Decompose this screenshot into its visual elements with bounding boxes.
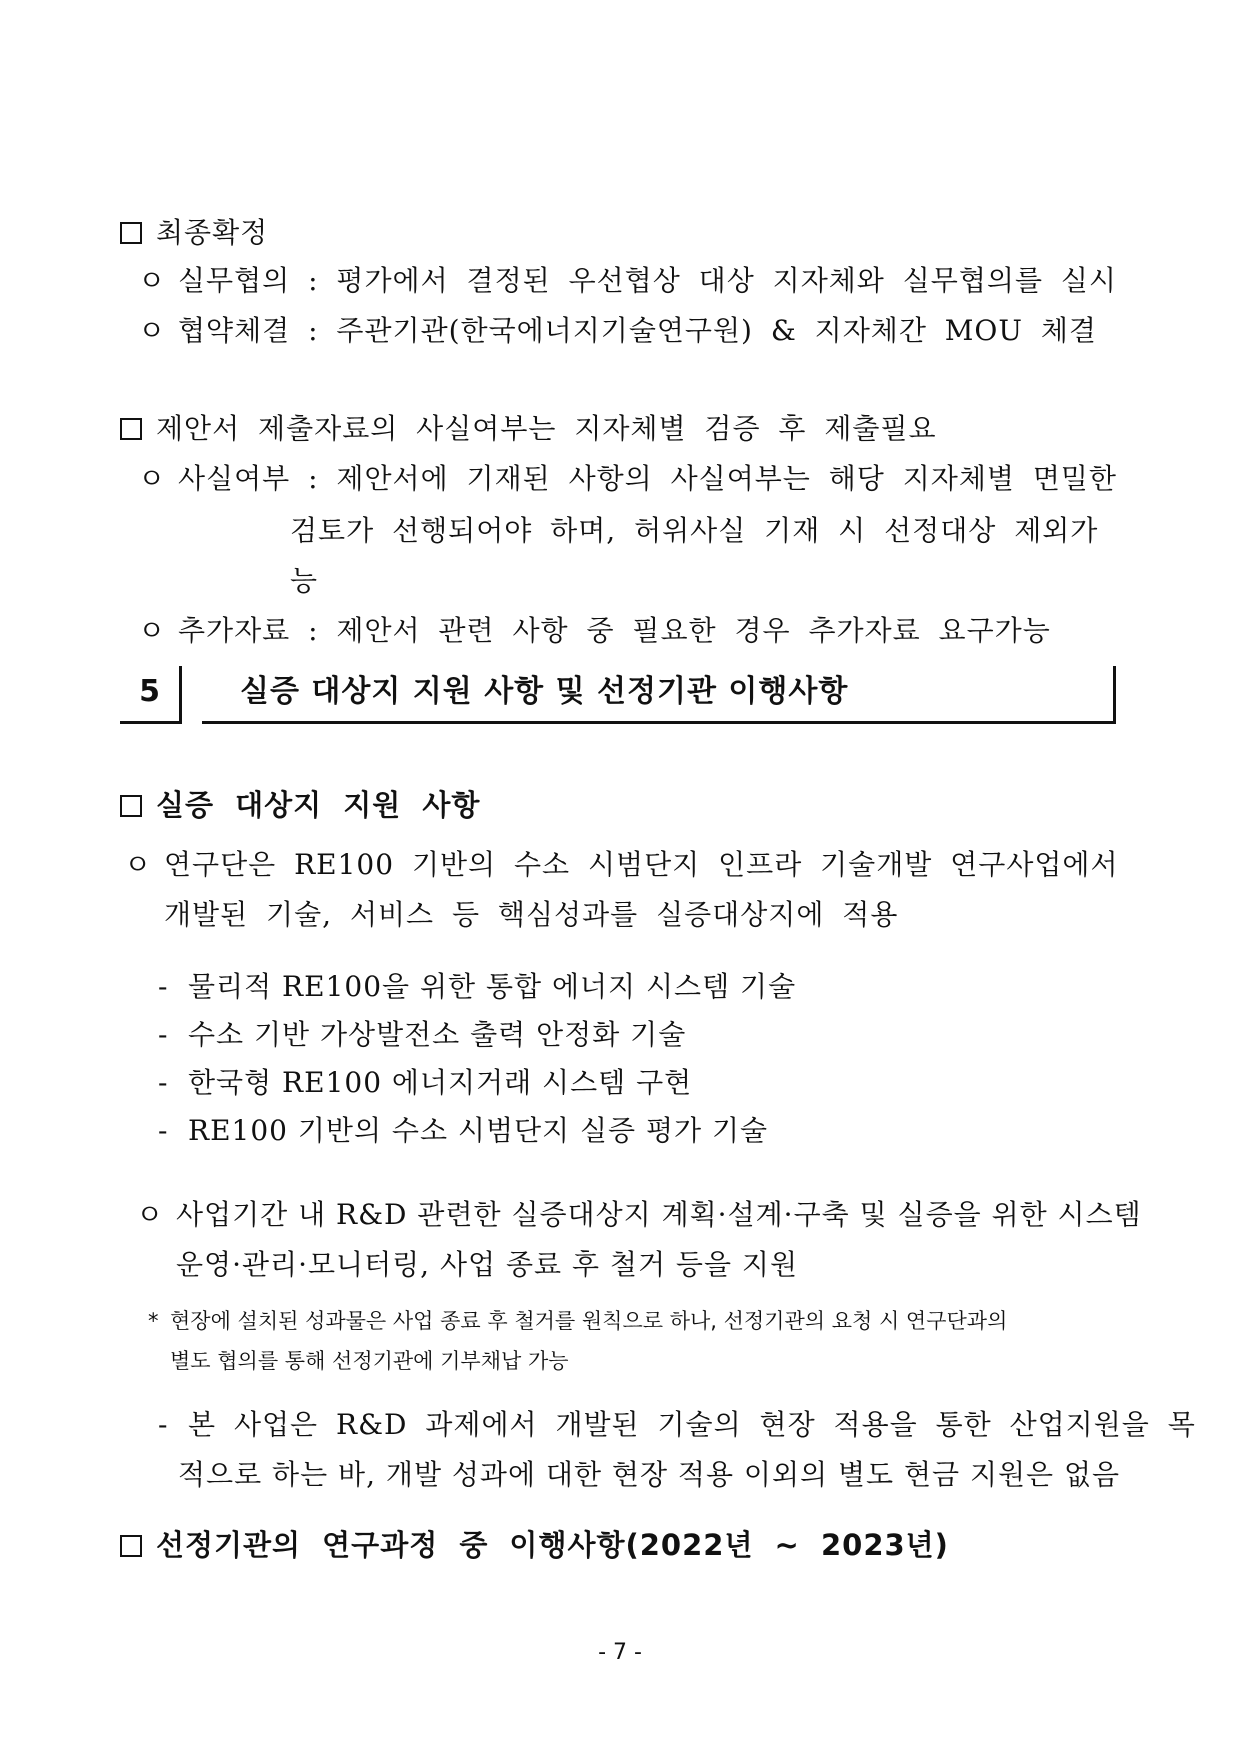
verification-heading: 제안서 제출자료의 사실여부는 지자체별 검증 후 제출필요 (120, 410, 937, 448)
cash-support-line-1: - 본 사업은 R&D 과제에서 개발된 기술의 현장 적용을 통한 산업지원을 목 (158, 1408, 1196, 1441)
section-title: 실증 대상지 지원 사항 및 선정기관 이행사항 (202, 666, 1116, 724)
cash-support-line-2: 적으로 하는 바, 개발 성과에 대한 현장 적용 이외의 별도 현금 지원은 없음 (178, 1458, 1121, 1491)
extra-data-item: ㅇ 추가자료 : 제안서 관련 사항 중 필요한 경우 추가자료 요구가능 (138, 614, 1051, 647)
note-line-2: 별도 협의를 통해 선정기관에 기부채납 가능 (170, 1349, 569, 1373)
fact-check-line-1: ㅇ 사실여부 : 제안서에 기재된 사항의 사실여부는 해당 지자체별 면밀한 (138, 462, 1117, 495)
fact-check-line-3: 능 (290, 564, 319, 597)
final-confirm-item-2: ㅇ 협약체결 : 주관기관(한국에너지기술연구원) & 지자체간 MOU 체결 (138, 314, 1097, 347)
tech-item-1: - 물리적 RE100을 위한 통합 에너지 시스템 기술 (158, 970, 797, 1003)
operations-line-2: 운영·관리·모니터링, 사업 종료 후 철거 등을 지원 (176, 1248, 799, 1281)
tech-item-2: - 수소 기반 가상발전소 출력 안정화 기술 (158, 1018, 687, 1051)
tech-item-4: - RE100 기반의 수소 시범단지 실증 평가 기술 (158, 1114, 769, 1147)
tech-item-3: - 한국형 RE100 에너지거래 시스템 구현 (158, 1066, 693, 1099)
checkbox-square-icon (120, 222, 142, 244)
page-number: - 7 - (598, 1640, 642, 1665)
checkbox-square-icon (120, 795, 142, 817)
section-number: 5 (120, 666, 182, 724)
final-confirm-heading: 최종확정 (120, 214, 268, 252)
checkbox-square-icon (120, 418, 142, 440)
support-intro-line-1: ㅇ 연구단은 RE100 기반의 수소 시범단지 인프라 기술개발 연구사업에서 (124, 848, 1119, 881)
support-intro-line-2: 개발된 기술, 서비스 등 핵심성과를 실증대상지에 적용 (164, 898, 899, 931)
final-confirm-item-1: ㅇ 실무협의 : 평가에서 결정된 우선협상 대상 지자체와 실무협의를 실시 (138, 264, 1117, 297)
note-line-1: * 현장에 설치된 성과물은 사업 종료 후 철거를 원칙으로 하나, 선정기관의 요청 시 연구단과의 (148, 1309, 1008, 1333)
fact-check-line-2: 검토가 선행되어야 하며, 허위사실 기재 시 선정대상 제외가 (290, 514, 1099, 547)
obligations-heading: 선정기관의 연구과정 중 이행사항(2022년 ~ 2023년) (120, 1526, 949, 1564)
operations-line-1: ㅇ 사업기간 내 R&D 관련한 실증대상지 계획·설계·구축 및 실증을 위한 시스템 (136, 1198, 1142, 1231)
support-heading: 실증 대상지 지원 사항 (120, 786, 480, 824)
checkbox-square-icon (120, 1535, 142, 1557)
